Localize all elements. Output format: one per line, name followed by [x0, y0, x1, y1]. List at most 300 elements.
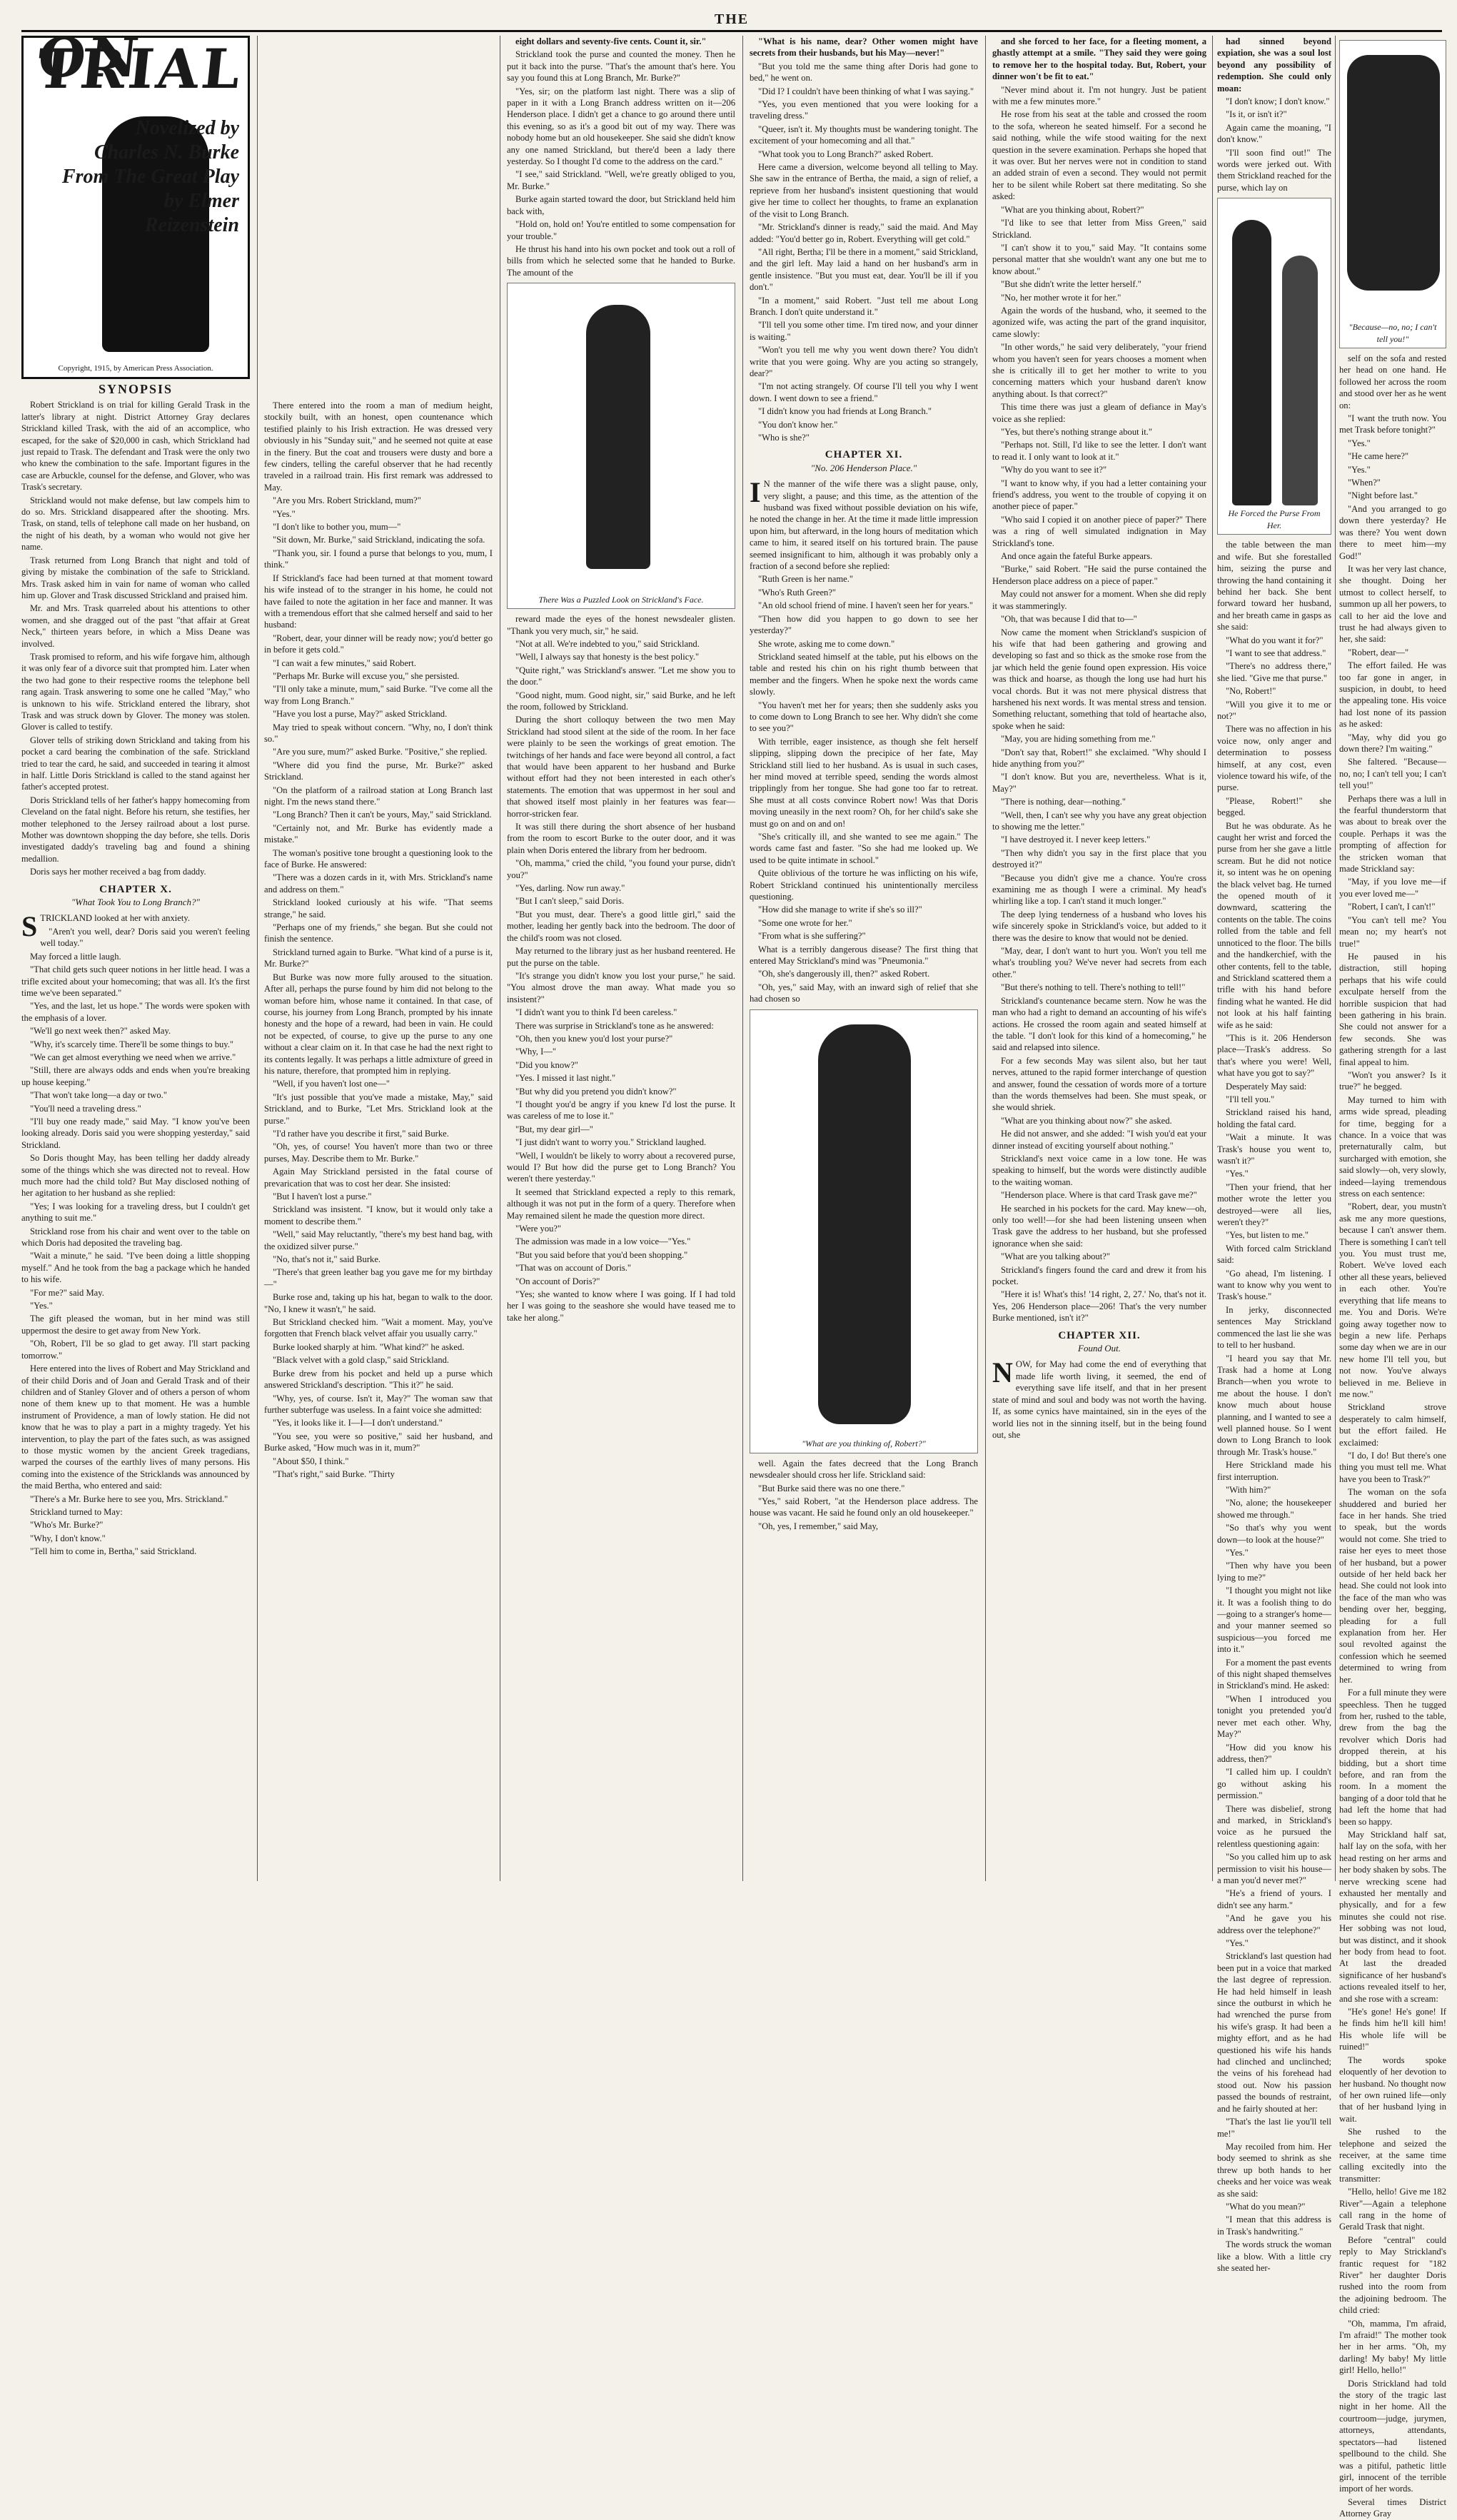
story-paragraph: "Why, I don't know." [30, 1533, 106, 1543]
story-paragraph: N the manner of the wife there was a slight pause, only, very slight, a pause; and this time, as the attention of the husband was fixed without possible deviation on his wife, he noted the change in her. At the time it made little impression upon him, but afterward, in the long hours of meditation which came to him, it seared itself on his tortured brain. The pause seemed insignificant to him, although it was probably only a fraction of a second before she replied: [750, 479, 978, 572]
column-rule [257, 36, 258, 1881]
story-paragraph: Strickland looked curiously at his wife. "That seems strange," he said. [264, 897, 493, 919]
story-paragraph: Here came a diversion, welcome beyond all telling to May. She saw in the entrance of Bertha, the maid, a sign of relief, a reprieve from her husband's insistent questioning that would give her time to collect her thoughts, to frame an explanation of the visit to Long Branch. [750, 162, 978, 219]
story-paragraph: "So you called him up to ask permission to visit his house—a man you'd never met?" [1217, 1852, 1331, 1885]
story-paragraph: "When I introduced you tonight you pretended you'd never met each other. Why, May?" [1217, 1693, 1331, 1740]
story-paragraph: "From what is she suffering?" [758, 931, 866, 942]
photo-strickland-puzzled [507, 283, 735, 609]
story-paragraph: Desperately May said: [1226, 1081, 1307, 1092]
story-paragraph: "May, if you love me—if you ever loved me—" [1339, 877, 1446, 899]
story-paragraph: "And he gave you his address over the telephone?" [1217, 1913, 1331, 1935]
story-paragraph: "I'm not acting strangely. Of course I'll tell you why I went down. I went down to see a friend." [750, 381, 978, 403]
story-paragraph: "We'll go next week then?" asked May. [30, 1026, 171, 1037]
story-paragraph: eight dollars and seventy-five cents. Count it, sir." [515, 36, 707, 46]
story-paragraph: "You can't tell me? You mean no; my heart's not true!" [1339, 914, 1446, 949]
story-paragraph: "May, why did you go down there? I'm waiting." [1339, 732, 1446, 754]
story-paragraph: May turned to him with arms wide spread, pleading for time, begging for a chance. In a voice that was preternaturally calm, but surcharged with emotion, she said slowly—oh, very slowly, indeed—laying tremendous stress on each sentence: [1339, 1094, 1446, 1199]
story-paragraph: "There's a Mr. Burke here to see you, Mrs. Strickland." [30, 1493, 228, 1504]
story-paragraph: He searched in his pockets for the card. May knew—oh, only too well!—for she had been listening unseen when Trask gave the address to her husband, but she professed ignorance when she said: [992, 1203, 1206, 1249]
story-paragraph: "On account of Doris?" [515, 1276, 600, 1286]
chapter-10-subheading: "What Took You to Long Branch?" [71, 897, 201, 908]
story-paragraph: "What are you thinking about now?" she asked. [1001, 1115, 1172, 1126]
story-paragraph: "I thought you might not like it. It was a foolish thing to do—going to a stranger's home—and your manner seemed so suspicious—you forced me into it." [1217, 1586, 1331, 1655]
drop-cap: N [992, 1356, 1013, 1389]
synopsis-paragraph: Robert Strickland is on trial for killing Gerald Trask in the latter's library at night. District Attorney Gray declares Strickland killed Trask, with the aid of an accomplice, who escaped, for the sake of $20,000 in cash, which Strickland had just repaid to Trask. The defendant and Trask were the only two who knew the combination to the safe. Important figures in the case are Arbuckle, counsel for the defense, and Glover, who was Trask's secretary. [21, 400, 250, 493]
story-paragraph: "Well, if you haven't lost one—" [273, 1079, 390, 1089]
story-paragraph: "May, dear, I don't want to hurt you. Won't you tell me what's troubling you? We've never had secrets from each other." [992, 946, 1206, 979]
story-paragraph: Strickland's countenance became stern. Now he was the man who had a right to demand an accounting of his wife's actions. He crossed the room again and seated himself at the table. "I don't look for this kind of a homecoming," he said and relapsed into silence. [992, 995, 1206, 1053]
story-paragraph: There entered into the room a man of medium height, stockily built, with an honest, open countenance which testified plainly to his Irish extraction. He was dressed very obviously in his "Sunday suit," and he seemed not quite at ease in the finery. But the coat and trousers were dusty and bore a few cinders, telling the careful observer that he had recently traveled in a railroad train. His first remark was addressed to May. [264, 400, 493, 493]
story-paragraph: "Some one wrote for her." [758, 917, 852, 928]
story-paragraph: "I can wait a few minutes," said Robert. [273, 657, 416, 668]
story-paragraph: "This is it. 206 Henderson place—Trask's address. So that's where you were! Well, what have you got to say?" [1217, 1032, 1331, 1079]
story-paragraph: "When?" [1348, 478, 1381, 488]
story-paragraph: "In other words," he said very deliberately, "your friend whom you haven't seen for years chooses a moment when she is critically ill to get her mother to write to you concerning matters which your husband daren't know anything about. Is that correct?" [992, 342, 1206, 399]
story-paragraph: "Were you?" [515, 1224, 562, 1234]
story-paragraph: Perhaps there was a lull in the fearful thunderstorm that was about to break over the couple. Perhaps it was the prompting of affection for the stricken woman that made Strickland say: [1339, 793, 1446, 875]
story-paragraph: "Quite right," was Strickland's answer. "Let me show you to the door." [507, 665, 735, 687]
story-paragraph: "I didn't want you to think I'd been careless." [515, 1007, 677, 1018]
story-paragraph: Burke drew from his pocket and held up a purse which answered Strickland's description. "This it?" he said. [264, 1368, 493, 1391]
story-paragraph: "I called him up. I couldn't go without asking his permission." [1217, 1767, 1331, 1801]
story-paragraph: Again the words of the husband, who, it seemed to the agonized wife, was acting the part of the grand inquisitor, came slowly: [992, 305, 1206, 339]
story-paragraph: "Here it is! What's this! '14 right, 2, 27.' No, that's not it. Yes, 206 Henderson place—206! That's the very number Burke mentioned, isn't it?" [992, 1289, 1206, 1324]
story-paragraph: Strickland's last question had been put in a voice that marked the last degree of repression. He had held himself in leash since the outburst in which he had wrenched the purse from his wife's grasp. It had been a mighty effort, and as he had questioned his wife his hands had clinched and unclinched; the veins of his forehead had stood out. Now his passion passed the bounds of restraint, and he fairly shouted at her: [1217, 1951, 1331, 2114]
story-paragraph: But he was obdurate. As he caught her wrist and forced the purse from her she gave a little scream. But he did not notice it, so intent was he on opening the black velvet bag. He turned the opened mouth of it downward, scattering the contents on the table. The coins rolled from the table and fell unnoticed to the floor. The bills and the handkerchief, with the other contents, fell to the table, and Strickland scattered them a trifle with his hand before finding what he wanted. He did not look at his half fainting wife as he said: [1217, 820, 1331, 1030]
column-rule [1212, 36, 1213, 1881]
newspaper-masthead [21, 9, 1442, 32]
story-paragraph: Doris Strickland had told the story of the tragic last night in her home. All the courtroom—judge, jurymen, attorneys, attendants, spectators—had listened spellbound to the child. She was a pitiful, pathetic little girl, innocent of the terrible import of her words. [1339, 2378, 1446, 2494]
story-paragraph: "Won't you answer? Is it true?" he begged. [1339, 1069, 1446, 1092]
story-paragraph: "You see, you were so positive," said her husband, and Burke asked, "How much was in it, mum?" [264, 1431, 493, 1453]
story-paragraph: "Long Branch? Then it can't be yours, May," said Strickland. [273, 810, 492, 820]
chapter-12-subheading: Found Out. [1078, 1343, 1121, 1354]
story-paragraph: "I do, I do! But there's one thing you must tell me. What have you been to Trask?" [1339, 1450, 1446, 1484]
story-paragraph: Strickland rose from his chair and went over to the table on which Doris had deposited the traveling bag. [21, 1226, 250, 1249]
story-paragraph: "Aren't you well, dear? Doris said you weren't feeling well today." [40, 926, 250, 949]
story-paragraph: "But you said before that you'd been shopping." [515, 1249, 688, 1260]
story-paragraph: With terrible, eager insistence, as though she felt herself slipping, slipping down the precipice of her fate, May Strickland still lied to her husband. As is usual in such cases, her mind moved at terrible speed, sending the words almost tripplingly from her tongue. She had gone too far to retreat. She must at all costs convince Robert now! Was that Doris moving uneasily in the next room? Oh, for her child's sake she must go on and on and on! [750, 736, 978, 829]
story-paragraph: "Wait a minute. It was Trask's house you went to, wasn't it?" [1217, 1132, 1331, 1166]
story-paragraph: The woman's positive tone brought a questioning look to the face of Burke. He answered: [264, 847, 493, 870]
story-paragraph: So Doris thought May, has been telling her daddy already some of the things which she was directed not to reveal. How much more had the child told? But May disclosed nothing of her agitation to her husband as she replied: [21, 1153, 250, 1199]
column-rule [742, 36, 743, 1881]
story-paragraph: "Why do you want to see it?" [1001, 465, 1107, 475]
story-paragraph: "Why, I—" [515, 1047, 557, 1057]
story-paragraph: "Henderson place. Where is that card Trask gave me?" [1001, 1190, 1197, 1201]
story-paragraph: He paused in his distraction, still hoping perhaps that his wife could exculpate herself from the horrible suspicion that had been gathering in his brain. She could not answer for a few seconds. She was gathering strength for a last final appeal to him. [1339, 951, 1446, 1067]
story-paragraph: "Robert, dear, your dinner will be ready now; you'd better go in before it gets cold." [264, 632, 493, 655]
story-paragraph: TRICKLAND looked at her with anxiety. [40, 913, 190, 924]
story-paragraph: "Oh, Robert, I'll be so glad to get away. I'll start packing tomorrow." [21, 1339, 250, 1361]
story-paragraph: "Then why didn't you say in the first place that you destroyed it?" [992, 847, 1206, 870]
story-paragraph: "But there's nothing to tell. There's nothing to tell!" [1001, 982, 1186, 993]
story-paragraph: "Yes, darling. Now run away." [515, 883, 625, 894]
story-paragraph: "Well," said May reluctantly, "there's my best hand bag, with the oxidized silver purse." [264, 1229, 493, 1251]
story-paragraph: What is a terribly dangerous disease? The first thing that entered May Strickland's mind was "Pneumonia." [750, 944, 978, 967]
story-paragraph: Several times District Attorney Gray [1339, 2496, 1446, 2519]
story-paragraph: Now came the moment when Strickland's suspicion of his wife that had been gathering and growing and developing so fast and so thick as the smoke rose from the jar which held the genie found open expression. His voice was thick and hoarse, as though the long use had hurt his vocal chords. But it was not mere physical distress that harshened his next words. It was mental stress and tension. Something reluctant, something that told of heartache also, spoke when he said: [992, 627, 1206, 731]
story-paragraph: With forced calm Strickland said: [1217, 1243, 1331, 1266]
story-paragraph: It was still there during the short absence of her husband from the room to escort Burke to the outer door, and it was plain when Doris entered the library from her bedroom. [507, 822, 735, 855]
story-paragraph: Strickland seated himself at the table, put his elbows on the table and rested his chin on his right thumb between that member and the fingers. When he spoke next the words came slowly. [750, 651, 978, 697]
story-paragraph: "I'll tell you." [1226, 1094, 1275, 1104]
story-paragraph: "No, alone; the housekeeper showed me through." [1217, 1498, 1331, 1520]
story-paragraph: "I just didn't want to worry you." Strickland laughed. [515, 1137, 707, 1148]
story-paragraph: "With him?" [1226, 1484, 1271, 1495]
story-paragraph: "I don't know; I don't know." [1226, 96, 1330, 107]
column-5 [992, 36, 1206, 1881]
column-rule [1335, 36, 1336, 1881]
story-paragraph: "Well, then, I can't see why you have any great objection to showing me the letter." [992, 810, 1206, 832]
story-paragraph: "He came here?" [1348, 451, 1409, 462]
story-paragraph: "And you arranged to go down there yesterday? He was there? You went down there to meet him—my God!" [1339, 503, 1446, 561]
synopsis-paragraph: Trask returned from Long Branch that night and told of giving by mistake the combination of the safe to Strickland. Mrs. Trask asked him in vain for name of woman who called him up. Glover and Trask discussed Strickland and praised him. [21, 555, 250, 600]
story-paragraph: For a moment the past events of this night shaped themselves in Strickland's mind. He asked: [1217, 1657, 1331, 1691]
synopsis-body [21, 399, 250, 877]
couple-figure [1347, 55, 1440, 291]
story-paragraph: Here entered into the lives of Robert and May Strickland and of their child Doris and of Joan and Gerald Trask and of their children and of Stanley Glover and of others a person of whom none of them knew up to that moment. He was a humble instrument of Providence, a man of lowly station. He did not know that he was to play a part in a mighty tragedy. Yet his intervention, to play the part of the fates such, as was assigned to those mystic women by the ancient Greek tragedians, warped the courses of the earthly lives of many persons. His coming into the existence of the Stricklands was announced by the maid Bertha, who entered and said: [21, 1364, 250, 1491]
story-paragraph: "I mean that this address is in Trask's handwriting." [1217, 2214, 1331, 2237]
synopsis-paragraph: Mr. and Mrs. Trask quarreled about his attentions to other women, and she dragged out of the past "that affair at Great Neck," thirteen years before, in which a Miss Deane was involved. [21, 603, 250, 649]
byline-line: Reizenstein [144, 214, 239, 236]
story-paragraph: "I'd like to see that letter from Miss Green," said Strickland. [992, 218, 1206, 240]
story-paragraph: "Please, Robert!" she begged. [1217, 795, 1331, 818]
story-paragraph: Strickland raised his hand, holding the fatal card. [1217, 1107, 1331, 1129]
story-paragraph: "How did you know his address, then?" [1217, 1742, 1331, 1764]
story-paragraph: "That's the last lie you'll tell me!" [1217, 2117, 1331, 2139]
story-paragraph: "Queer, isn't it. My thoughts must be wandering tonight. The excitement of your homecoming and all that." [750, 124, 978, 146]
story-paragraph: "Black velvet with a gold clasp," said Strickland. [273, 1355, 450, 1366]
story-paragraph: "No, Robert!" [1226, 686, 1276, 697]
synopsis-heading: SYNOPSIS [98, 382, 173, 396]
photo-caption: He Forced the Purse From Her. [1228, 508, 1321, 530]
story-paragraph: "She's critically ill, and she wanted to see me again." The words came fast and faster. "So she had me looked up. We used to be quite intimate in school." [750, 832, 978, 865]
story-paragraph: Burke looked sharply at him. "What kind?" he asked. [273, 1341, 465, 1352]
story-paragraph: Quite oblivious of the torture he was inflicting on his wife, Robert Strickland continued his unintentionally merciless questioning. [750, 868, 978, 902]
story-paragraph: "Yes," said Robert, "at the Henderson place address. The house was vacant. He said he found only an old housekeeper." [750, 1496, 978, 1518]
story-paragraph: "I heard you say that Mr. Trask had a home at Long Branch—when you wrote to me about the house. I don't know much about house planning, and I wanted to see a well planned house. So I went down to Long Branch to look through Mr. Trask's house." [1217, 1353, 1331, 1457]
story-paragraph: the table between the man and wife. But she forestalled him, seizing the purse and throwing the hand containing it behind her back. She bent forward toward her husband, and her breath came in gasps as she said: [1217, 540, 1331, 632]
story-paragraph: "But she didn't write the letter herself." [1001, 279, 1141, 290]
story-paragraph: "So that's why you went down—to look at the house?" [1217, 1523, 1331, 1545]
story-paragraph: "Are you sure, mum?" asked Burke. "Positive," she replied. [273, 747, 488, 757]
story-paragraph: "Wait a minute," he said. "I've been doing a little shopping myself." And he took from the bag a package which he handed to his wife. [21, 1251, 250, 1285]
story-paragraph: "Yes." [1348, 438, 1371, 448]
column-6 [1217, 36, 1331, 2273]
chapter-12-heading: CHAPTER XII. [1058, 1329, 1141, 1341]
story-paragraph: "Yes, you even mentioned that you were looking for a traveling dress." [750, 99, 978, 121]
story-paragraph: "On the platform of a railroad station at Long Branch last night. I'm the news stand there." [264, 785, 493, 807]
story-paragraph: "It's just possible that you've made a mistake, May," said Strickland, and to Burke, "Let Mrs. Strickland look at the purse." [264, 1092, 493, 1126]
photo-forced-purse [1217, 198, 1331, 535]
story-paragraph: "Yes." [1226, 1548, 1249, 1558]
story-paragraph: May Strickland half sat, half lay on the sofa, with her head resting on her arms and her body shaken by sobs. The nerve wrecking scene had exhausted her mentally and physically, and for a few minutes she could not rise. Her sobbing was not loud, but was distinct, and it shook her body from head to foot. At last the dreaded significance of her husband's actions revealed itself to her, and she rose with a scream: [1339, 1829, 1446, 2004]
story-paragraph: May returned to the library just as her husband reentered. He put the purse on the table. [507, 946, 735, 968]
story-paragraph: Strickland strove desperately to calm himself, but the effort failed. He exclaimed: [1339, 1402, 1446, 1448]
synopsis-paragraph: Strickland would not make defense, but law compels him to do so. Mrs. Strickland disappeared after the shooting. Mrs. Trask, on stand, tells of telephone call made on her husband, on the night of his death, by a woman who would not give her name. [21, 495, 250, 553]
story-paragraph: "Oh, yes, I remember," said May, [758, 1521, 879, 1531]
story-paragraph: "Oh, mamma, I'm afraid, I'm afraid!" The mother took her in her arms. "Oh, my darling! My baby! My little girl! Hello, hello!" [1339, 2318, 1446, 2376]
story-paragraph: "Won't you tell me why you went down there? You didn't write that you were going. Why are you acting so strangely, dear?" [750, 345, 978, 378]
story-paragraph: "Yes." [1348, 464, 1371, 475]
story-paragraph: "You'll need a traveling dress." [30, 1103, 141, 1114]
story-paragraph: "But I haven't lost a purse." [273, 1191, 372, 1201]
story-paragraph: "Hello, hello! Give me 182 River"—Again a telephone call rang in the home of Gerald Trask that night. [1339, 2187, 1446, 2232]
story-paragraph: "Yes." [273, 508, 296, 519]
photo-caption: There Was a Puzzled Look on Strickland's Face. [538, 594, 704, 605]
story-paragraph: "Mr. Strickland's dinner is ready," said the maid. And May added: "You'd better go in, Robert. Everything will get cold." [750, 222, 978, 244]
story-paragraph: Again came the moaning, "I don't know." [1217, 122, 1331, 145]
story-paragraph: "It's strange you didn't know you lost your purse," he said. "You almost drove the man away. What made you so insistent?" [507, 970, 735, 1004]
story-paragraph: "But, my dear girl—" [515, 1124, 593, 1134]
story-paragraph: "I'd rather have you describe it first," said Burke. [273, 1128, 449, 1139]
story-paragraph: "Did you know?" [515, 1059, 578, 1070]
story-paragraph: "Who's Mr. Burke?" [30, 1520, 104, 1531]
copyright-notice: Copyright, 1915, by American Press Association. [58, 363, 213, 373]
story-paragraph: And once again the fateful Burke appears. [1001, 551, 1153, 562]
story-paragraph: The effort failed. He was too far gone in anger, in suspicion, in doubt, to heed the appealing tone. His voice had lost none of its passion as he asked: [1339, 660, 1446, 730]
story-paragraph: "I have destroyed it. I never keep letters." [1001, 835, 1151, 845]
story-paragraph: For a few seconds May was silent also, but her taut nerves, attuned to the rapid former interchange of question and answer, found the cessation of words more of a torture than the words themselves had been. She must speak, or she would shriek. [992, 1055, 1206, 1113]
story-paragraph: "Oh, yes," said May, with an inward sigh of relief that she had chosen so [750, 982, 978, 1004]
byline-line: by Elmer [164, 190, 239, 212]
photo-may-thinking [750, 1009, 978, 1453]
story-paragraph: "That was on account of Doris." [515, 1263, 632, 1274]
story-paragraph: "I don't know. But you are, nevertheless. What is it, May?" [992, 772, 1206, 794]
story-paragraph: She rushed to the telephone and seized the receiver, at the same time calling excitedly into the transmitter: [1339, 2127, 1446, 2184]
story-paragraph: "Who's Ruth Green?" [758, 587, 837, 598]
story-paragraph: "I didn't know you had friends at Long Branch." [758, 406, 932, 417]
story-paragraph: Here Strickland made his first interruption. [1217, 1460, 1331, 1482]
story-paragraph: reward made the eyes of the honest newsdealer glisten. "Thank you very much, sir," he said. [507, 614, 735, 636]
story-paragraph: "You don't know her." [758, 419, 838, 430]
story-paragraph: "No, her mother wrote it for her." [1001, 292, 1121, 303]
chapter-10-heading: CHAPTER X. [99, 883, 172, 895]
story-paragraph: "Yes, and the last, let us hope." The words were spoken with the emphasis of a lover. [21, 1001, 250, 1023]
story-paragraph: Strickland took the purse and counted the money. Then he put it back into the purse. "That's the amount that's here. You say you found this at Long Branch, Mr. Burke?" [507, 49, 735, 84]
story-paragraph: "Hold on, hold on! You're entitled to some compensation for your trouble." [507, 219, 735, 241]
story-paragraph: "Oh, she's dangerously ill, then?" asked Robert. [758, 969, 930, 979]
story-paragraph: "That won't take long—a day or two." [30, 1090, 167, 1101]
story-paragraph: "Then how did you happen to go down to see her yesterday?" [750, 613, 978, 636]
story-paragraph: "Still, there are always odds and ends when you're breaking up house keeping." [21, 1065, 250, 1087]
story-paragraph: "He's a friend of yours. I didn't see any harm." [1217, 1888, 1331, 1910]
story-paragraph: "But Burke said there was no one there." [758, 1483, 905, 1493]
story-paragraph: "Robert, dear—" [1348, 647, 1409, 657]
story-paragraph: "Yes, but there's nothing strange about it." [1001, 427, 1153, 437]
photo-cant-tell-you [1339, 40, 1446, 348]
story-paragraph: "That child gets such queer notions in her little head. I was a trifle excited about your homecoming; that was all. It's the first time we've been separated." [21, 964, 250, 998]
story-paragraph: had sinned beyond expiation, she was a soul lost beyond any possibility of redemption. She could only moan: [1217, 36, 1331, 94]
story-paragraph: "Tell him to come in, Bertha," said Strickland. [30, 1546, 197, 1557]
story-byline [61, 116, 239, 238]
story-paragraph: Strickland was insistent. "I know, but it would only take a moment to describe them." [264, 1204, 493, 1226]
story-paragraph: "But you must, dear. There's a good little girl," said the mother, leading her gently back into the bedroom. The door of the child's room was not closed. [507, 909, 735, 943]
story-paragraph: The admission was made in a low voice—"Yes." [515, 1236, 691, 1247]
story-paragraph: There was surprise in Strickland's tone as he answered: [515, 1020, 714, 1031]
story-paragraph: "About $50, I think." [273, 1456, 349, 1466]
story-paragraph: "What is his name, dear? Other women might have secrets from their husbands, but his May—never!" [750, 36, 978, 59]
synopsis-paragraph: Doris says her mother received a bag from daddy. [30, 867, 206, 877]
story-paragraph: "What took you to Long Branch?" asked Robert. [758, 148, 934, 159]
story-paragraph: "Yes." [1226, 1938, 1249, 1948]
story-paragraph: "Burke," said Robert. "He said the purse contained the Henderson place address on a piece of paper." [992, 564, 1206, 586]
story-paragraph: The gift pleased the woman, but in her mind was still uppermost the desire to get away from New York. [21, 1314, 250, 1336]
story-paragraph: "Oh, then you knew you'd lost your purse?" [515, 1033, 673, 1044]
story-paragraph: Burke rose and, taking up his hat, began to walk to the door. "No, I knew it wasn't," he said. [264, 1292, 493, 1314]
story-paragraph: "There's no address there," she lied. "Give me that purse." [1217, 661, 1331, 683]
story-paragraph: "I see," said Strickland. "Well, we're greatly obliged to you, Mr. Burke." [507, 169, 735, 191]
story-paragraph: "Did I? I couldn't have been thinking of what I was saying." [758, 86, 974, 96]
story-paragraph: If Strickland's face had been turned at that moment toward his wife instead of to the stranger in his home, he could not have failed to note the agitation in her face and manner. It was with a tremendous effort that she calmed herself and said to her husband: [264, 573, 493, 630]
story-paragraph: "That's right," said Burke. "Thirty [273, 1468, 395, 1479]
story-paragraph: "Certainly not, and Mr. Burke has evidently made a mistake." [264, 822, 493, 845]
story-paragraph: In jerky, disconnected sentences May Strickland commenced the last lie she was to tell to her husband. [1217, 1304, 1331, 1351]
story-paragraph: "Then why have you been lying to me?" [1217, 1561, 1331, 1583]
story-paragraph: "Sit down, Mr. Burke," said Strickland, indicating the sofa. [273, 535, 485, 545]
story-paragraph: The deep lying tenderness of a husband who loves his wife sincerely spoke in Strickland's voice, but added to it there was the desire to know that would not be denied. [992, 909, 1206, 943]
synopsis-paragraph: Trask promised to reform, and his wife forgave him, although it was only fear of a divorce suit that prompted him. Later when the two had gone to their respective rooms the telephone bell rang again. Trask answering to some one he called "May," who is unknown to his wife. Strickland entered the library, shot Trask and was struck down by Glover. The money was stolen. Glover is called to testify. [21, 651, 250, 732]
story-paragraph: "Why, yes, of course. Isn't it, May?" The woman saw that further subterfuge was useless. In a faint voice she admitted: [264, 1393, 493, 1415]
story-paragraph: "I'll buy one ready made," said May. "I know you've been looking already. Doris said you were shopping yesterday," said Strickland. [21, 1116, 250, 1150]
story-paragraph: "There was a dozen cards in it, with Mrs. Strickland's name and address on them." [264, 872, 493, 894]
column-7 [1339, 36, 1446, 2519]
story-paragraph: "Then your friend, that her mother wrote the letter you destroyed—were all lies, weren't they?" [1217, 1181, 1331, 1228]
story-paragraph: During the short colloquy between the two men May Strickland had stood silent at the side of the room. In her face were plainly to be seen the workings of great emotion. The twitchings of her hands and face were beyond all control, a fact that would have been apparent to her husband and Burke without effort had they not been interested in each other's statements. The emotion that was uppermost in her soul and that showed itself most plainly in her features was fear—horror-stricken fear. [507, 715, 735, 819]
story-paragraph: "I'll only take a minute, mum," said Burke. "I've come all the way from Long Branch." [264, 684, 493, 706]
story-paragraph: "Perhaps Mr. Burke will excuse you," she persisted. [273, 670, 460, 681]
story-paragraph: Before "central" could reply to May Strickland's frantic request for "182 River" her daughter Doris rushed into the room from the adjoining bedroom. The child cried: [1339, 2234, 1446, 2316]
story-paragraph: "May, you are hiding something from me." [1001, 734, 1156, 745]
story-paragraph: May could not answer for a moment. When she did reply it was stammeringly. [992, 589, 1206, 611]
story-paragraph: "Thank you, sir. I found a purse that belongs to you, mum, I think." [264, 548, 493, 570]
story-paragraph: "Yes." [30, 1301, 53, 1311]
story-paragraph: The words struck the woman like a blow. With a little cry she seated her- [1217, 2239, 1331, 2273]
story-paragraph: "Robert, dear, you mustn't ask me any more questions, because I can't answer them. There is something I can't tell you. You must trust me, Robert. We've loved each other all these years, believed in each other. You're everything that life means to me. You and Doris. We're going away together now to begin a new life. Perhaps some day when we are in our new home I'll tell you, but not now. You've always believed in me. Believe in me now." [1339, 1201, 1446, 1399]
story-paragraph: "I'll soon find out!" The words were jerked out. With them Strickland reached for the purse, which lay on [1217, 147, 1331, 193]
story-paragraph: "Go ahead, I'm listening. I want to know why you went to Trask's house." [1217, 1268, 1331, 1302]
story-paragraph: "What are you thinking about, Robert?" [1001, 204, 1144, 215]
story-paragraph: OW, for May had come the end of everything that made life worth living, it seemed, the end of everything save life itself, and that in her present state of mind and soul and body was not worth the having. If, as some cynics have maintained, sin in the eyes of the world lies not in the sinning itself, but in the being found out, she [992, 1359, 1206, 1440]
story-paragraph: May recoiled from him. Her body seemed to shrink as she threw up both hands to her cheeks and her voice was weak as she said: [1217, 2141, 1331, 2199]
woman-figure [818, 1024, 911, 1424]
story-paragraph: "All right, Bertha; I'll be there in a moment," said Strickland, and the girl left. May laid a hand on her husband's arm in gentle insistence. "But you must eat, dear. You'll be ill if you don't." [750, 246, 978, 293]
column-3 [507, 36, 735, 1881]
story-paragraph: "Oh, that was because I did that to—" [1001, 614, 1137, 625]
story-paragraph: May tried to speak without concern. "Why, no, I don't think so." [264, 722, 493, 744]
story-paragraph: This time there was just a gleam of defiance in May's voice as she replied: [992, 402, 1206, 424]
story-paragraph: "Yes. I missed it last night." [515, 1073, 616, 1084]
story-paragraph: The woman on the sofa shuddered and buried her face in her hands. She tried to speak, but the words would not come. She tried to raise her eyes to meet those of her husband, but a power outside of her held back her head. She could not look into the face of the man who was bending over her, begging, pleading for a full explanation from her. Her soul revolted against the confession which he seemed determined to wring from her. [1339, 1487, 1446, 1685]
story-paragraph: Again May Strickland persisted in the fatal course of prevarication that was to cost her dear. She insisted: [264, 1166, 493, 1189]
story-paragraph: Strickland's next voice came in a low tone. He was speaking to himself, but the words were distinctly audible to the waiting woman. [992, 1153, 1206, 1187]
chapter-11-subheading: "No. 206 Henderson Place." [810, 462, 917, 473]
story-paragraph: "Well, I wouldn't be likely to worry about a recovered purse, would I? But how did the purse get to Long Branch? You weren't there yesterday." [507, 1150, 735, 1184]
story-paragraph: "I don't like to bother you, mum—" [273, 522, 401, 533]
story-paragraph: "Don't say that, Robert!" she exclaimed. "Why should I hide anything from you?" [992, 747, 1206, 769]
story-paragraph: "What are you talking about?" [1001, 1251, 1110, 1262]
story-paragraph: "Where did you find the purse, Mr. Burke?" asked Strickland. [264, 760, 493, 782]
masthead-text: THE [714, 11, 750, 27]
story-paragraph: There was disbelief, strong and marked, in Strickland's voice as he pursued the relentless questioning again: [1217, 1803, 1331, 1849]
story-paragraph: It seemed that Strickland expected a reply to this remark, although it was not put in the form of a query. Therefore when May remained silent he made the question more direct. [507, 1186, 735, 1221]
story-paragraph: "Oh, yes, of course! You haven't more than two or three purses, May. Describe them to Mr. Burke." [264, 1141, 493, 1164]
story-paragraph: She faltered. "Because—no, no; I can't tell you; I can't tell you!" [1339, 757, 1446, 791]
story-paragraph: "He's gone! He's gone! If he finds him he'll kill him! His whole life will be ruined!" [1339, 2007, 1446, 2052]
story-paragraph: "Perhaps one of my friends," she began. But she could not finish the sentence. [264, 922, 493, 944]
story-title-block [21, 26, 250, 379]
photo-caption: "What are you thinking of, Robert?" [802, 1438, 926, 1449]
story-paragraph: "I want the truth now. You met Trask before tonight?" [1339, 413, 1446, 435]
column-1 [21, 26, 250, 1881]
woman-figure [1282, 256, 1318, 505]
story-paragraph: Strickland turned again to Burke. "What kind of a purse is it, Mr. Burke?" [264, 947, 493, 969]
story-paragraph: May forced a little laugh. [30, 951, 121, 962]
synopsis-paragraph: Glover tells of striking down Strickland and taking from his pocket a card bearing the combination of the safe. Strickland tried to tear the card, he said, and succeeded in tearing it almost in half. Little Doris Strickland is called to the stand against her father's accepted protest. [21, 735, 250, 792]
story-paragraph: "Yes, sir; on the platform last night. There was a slip of paper in it with a Long Branch address written on it—206 Henderson place. I didn't get a chance to go around there until this evening, so as it's a good bit out of my way. There was nobody home but an old housekeeper. She said she didn't know any one named Strickland, but there'd been a lady there yesterday. So I thought I'd come to the address on the card." [507, 86, 735, 167]
drop-cap: I [750, 476, 761, 509]
story-paragraph: "Oh, mamma," cried the child, "you found your purse, didn't you?" [507, 858, 735, 880]
story-paragraph: "Yes, but listen to me." [1226, 1230, 1309, 1241]
story-paragraph: "I'll tell you some other time. I'm tired now, and your dinner is waiting." [750, 320, 978, 342]
column-2 [264, 400, 493, 1881]
column-4 [750, 36, 978, 1881]
column-rule [985, 36, 986, 1881]
story-paragraph: She wrote, asking me to come down." [758, 638, 895, 649]
story-paragraph: He thrust his hand into his own pocket and took out a roll of bills from which he selected some that he handed to Burke. The amount of the [507, 243, 735, 278]
story-paragraph: "Well, I always say that honesty is the best policy." [515, 652, 700, 662]
story-paragraph: "Why, it's scarcely time. There'll be some things to buy." [30, 1039, 234, 1049]
story-paragraph: "Yes; I was looking for a traveling dress, but I couldn't get anything to suit me." [21, 1201, 250, 1224]
story-paragraph: "Good night, mum. Good night, sir," said Burke, and he left the room, followed by Strickland. [507, 690, 735, 712]
story-paragraph: But Burke was now more fully aroused to the situation. After all, perhaps the purse found by him did not belong to the woman before him, whose name it contained. In that case, of course, his journey from Long Branch, prompted by his innate honesty and the hope of a reward, had been in vain. He could not be expected, of course, to give up the purse to any one without a clear claim on it. In that case he had the next right to its contents legally. It was perhaps a little admixture of greed in his nature, therefore, that prompted him in replying. [264, 972, 493, 1076]
story-paragraph: "Not at all. We're indebted to you," said Strickland. [515, 638, 700, 649]
story-paragraph: well. Again the fates decreed that the Long Branch newsdealer should cross her life. Strickland said: [750, 1458, 978, 1481]
story-paragraph: Burke again started toward the door, but Strickland held him back with, [507, 194, 735, 216]
story-paragraph: "I can't show it to you," said May. "It contains some personal matter that she wouldn't want any one but me to know about." [992, 242, 1206, 276]
story-paragraph: "Yes, it looks like it. I—I—I don't understand." [273, 1418, 443, 1428]
story-paragraph: "Never mind about it. I'm not hungry. Just be patient with me a few minutes more." [992, 84, 1206, 107]
story-paragraph: Strickland turned to May: [30, 1506, 123, 1517]
story-paragraph: "Who is she?" [758, 433, 810, 443]
story-paragraph: "Have you lost a purse, May?" asked Strickland. [273, 709, 448, 720]
story-paragraph: "Robert, I can't, I can't!" [1348, 902, 1436, 912]
story-paragraph: "You haven't met her for years; then she suddenly asks you to come down to Long Branch to see her. Why didn't she come to see you?" [750, 700, 978, 734]
story-paragraph: "Will you give it to me or not?" [1217, 699, 1331, 721]
story-paragraph: and she forced to her face, for a fleeting moment, a ghastly attempt at a smile. "They said they were going to remove her to the hospital today. But, Robert, your dinner won't be fit to eat." [992, 36, 1206, 82]
story-paragraph: He rose from his seat at the table and crossed the room to the sofa, whereon he seated himself. For a second he said nothing, while the wife stood waiting for the next question in the severe examination. Perhaps she hoped that it was over. But her nerves were not in condition to stand an added strain of even a second. They would not permit her to be silent while Robert sat there meditating. So she asked: [992, 109, 1206, 202]
man-figure [1232, 220, 1271, 505]
drop-cap: S [21, 910, 38, 943]
story-paragraph: "There is nothing, dear—nothing." [1001, 797, 1126, 807]
story-paragraph: "Because you didn't give me a chance. You're cross examining me as though I were a criminal. My head's whirling like a top. I can't stand it much longer." [992, 872, 1206, 907]
story-paragraph: "I want to know why, if you had a letter containing your friend's address, you went to the trouble of copying it on another piece of paper." [992, 478, 1206, 512]
story-paragraph: "An old school friend of mine. I haven't seen her for years." [758, 600, 974, 611]
story-paragraph: "But I can't sleep," said Doris. [515, 896, 625, 907]
story-paragraph: He did not answer, and she added: "I wish you'd eat your dinner instead of exciting yourself about nothing." [992, 1129, 1206, 1151]
chapter-11-heading: CHAPTER XI. [825, 449, 903, 461]
story-paragraph: The words spoke eloquently of her devotion to her husband. No thought now of her own ruined life—only that of her husband lying in wait. [1339, 2055, 1446, 2124]
story-paragraph: "But why did you pretend you didn't know?" [515, 1086, 677, 1097]
story-paragraph: "Night before last." [1348, 490, 1418, 501]
story-paragraph: "Ruth Green is her name." [758, 574, 854, 585]
story-paragraph: "We can get almost everything we need when we arrive." [30, 1052, 236, 1062]
story-paragraph: But Strickland checked him. "Wait a moment. May, you've forgotten that French black velvet affair you usually carry." [264, 1317, 493, 1339]
story-paragraph: "What do you want it for?" [1226, 635, 1324, 645]
story-title: ON TRIAL [34, 26, 246, 101]
byline-line: Novelized by [135, 117, 239, 139]
